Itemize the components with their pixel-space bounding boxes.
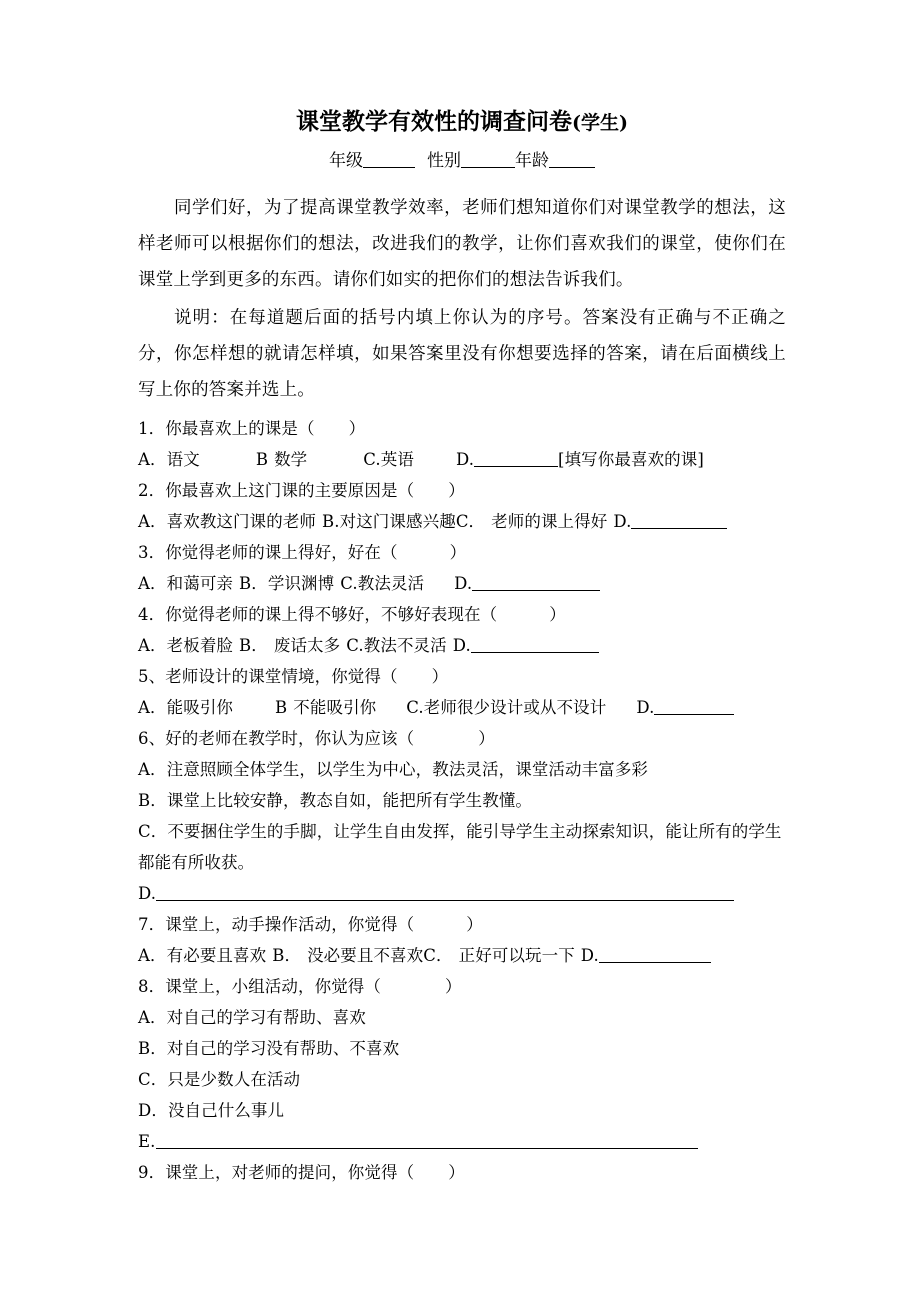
q8-option-b-text: 对自己的学习没有帮助、不喜欢 [166, 1039, 400, 1058]
q6-option-d-blank[interactable] [156, 886, 734, 901]
question-7 [138, 909, 786, 971]
question-8-close-paren: ） [445, 977, 462, 996]
header-fields-row [138, 146, 786, 176]
q4-option-b-label: B． [239, 636, 268, 655]
q3-option-c-text: 教法灵活 [357, 574, 425, 593]
q3-option-b-text: 学识渊博 [267, 574, 335, 593]
q6-option-b [138, 785, 786, 816]
question-9-text: 课堂上，对老师的提问，你觉得（ [165, 1163, 415, 1182]
q3-option-d-blank[interactable] [472, 576, 600, 591]
q8-option-a-label: A． [138, 1008, 167, 1027]
q1-option-c-label: C. [363, 450, 381, 469]
title-main-text: 课堂教学有效性的调查问卷 [296, 108, 572, 135]
q7-option-a-label: A． [138, 946, 167, 965]
question-6-text: 好的老师在教学时，你认为应该（ [165, 729, 415, 748]
q4-option-a-text: 老板着脸 [166, 636, 234, 655]
question-5-options [138, 692, 786, 723]
q8-option-d-text: 没自己什么事儿 [167, 1101, 285, 1120]
question-3-close-paren: ） [449, 543, 467, 562]
q8-option-d [138, 1095, 786, 1126]
question-7-options [138, 940, 786, 971]
q7-option-d-label: D. [580, 946, 599, 965]
question-5-stem [138, 661, 786, 692]
q1-option-b-label: B [255, 450, 269, 469]
question-1-stem [138, 413, 786, 444]
q5-option-b-text: 不能吸引你 [293, 698, 377, 717]
q4-option-d-blank[interactable] [471, 638, 599, 653]
question-1-close-paren: ） [348, 419, 366, 438]
q1-option-d-blank[interactable] [474, 452, 558, 467]
q7-option-d-blank[interactable] [599, 948, 711, 963]
question-4-close-paren: ） [549, 605, 566, 624]
q8-option-c-label: C． [138, 1070, 168, 1089]
question-4 [138, 599, 786, 661]
q5-option-a-label: A． [138, 698, 167, 717]
q1-option-d-label: D. [455, 450, 475, 469]
question-5 [138, 661, 786, 723]
question-6 [138, 723, 786, 909]
gender-label: 性别 [427, 151, 461, 171]
question-3-number: 3． [138, 543, 166, 562]
title-suffix-text: (学生) [572, 112, 628, 134]
q2-option-d-label: D. [613, 512, 632, 531]
q7-option-b-text: 没必要且不喜欢 [307, 946, 424, 965]
q8-option-c-text: 只是少数人在活动 [167, 1070, 301, 1089]
question-2-close-paren: ） [448, 481, 465, 500]
q8-option-b-label: B． [138, 1039, 167, 1058]
page-title [138, 105, 786, 140]
question-4-number: 4． [138, 605, 166, 624]
question-2-number: 2． [138, 481, 166, 500]
q2-option-a-text: 喜欢教这门课的老师 [166, 512, 317, 531]
q2-option-b-text: 对这门课感兴趣 [339, 512, 456, 531]
age-label: 年龄 [515, 151, 549, 171]
q6-option-b-label: B． [138, 791, 167, 810]
question-5-number: 5、 [138, 667, 166, 686]
intro-paragraph-1: 同学们好，为了提高课堂教学效率，老师们想知道你们对课堂教学的想法，这样老师可以根据你们的想法，改进我们的教学，让你们喜欢我们的课堂，使你们在课堂上学到更多的东西。请你们如实的把你们的想法告诉我们。 [138, 198, 786, 290]
age-input-blank[interactable] [549, 152, 595, 168]
question-3 [138, 537, 786, 599]
q6-option-d [138, 878, 786, 909]
question-6-number: 6、 [138, 729, 166, 748]
q6-option-d-label: D. [138, 884, 157, 903]
q7-option-c-label: C． [423, 946, 453, 965]
question-2-stem [138, 475, 786, 506]
q5-option-c-label: C. [406, 698, 424, 717]
document-content [138, 105, 786, 1188]
q1-option-b-text: 数学 [274, 450, 308, 469]
q7-option-c-text: 正好可以玩一下 [458, 946, 575, 965]
q4-option-c-label: C. [346, 636, 364, 655]
grade-label: 年级 [329, 151, 363, 171]
question-4-stem [138, 599, 786, 630]
question-9 [138, 1157, 786, 1188]
q5-option-a-text: 能吸引你 [166, 698, 234, 717]
q1-option-c-text: 英语 [380, 450, 414, 469]
q8-option-d-label: D． [138, 1101, 168, 1120]
q1-option-a-label: A． [138, 450, 167, 469]
gender-input-blank[interactable] [461, 152, 515, 168]
q5-option-c-text: 老师很少设计或从不设计 [423, 698, 607, 717]
grade-input-blank[interactable] [363, 152, 415, 168]
q6-option-c-label: C． [138, 822, 168, 841]
q8-option-a [138, 1002, 786, 1033]
q2-option-c-label: C． [455, 512, 486, 531]
q3-option-c-label: C. [340, 574, 358, 593]
q6-option-a-label: A． [138, 760, 167, 779]
question-4-text: 你觉得老师的课上得不够好，不够好表现在（ [165, 605, 498, 624]
q4-option-a-label: A． [138, 636, 167, 655]
question-3-stem [138, 537, 786, 568]
question-6-close-paren: ） [478, 729, 495, 748]
question-8-text: 课堂上，小组活动，你觉得（ [165, 977, 382, 996]
question-1-number: 1． [138, 419, 166, 438]
q2-option-b-label: B. [322, 512, 340, 531]
q6-option-b-text: 课堂上比较安静，教态自如，能把所有学生教懂。 [166, 791, 533, 810]
question-7-close-paren: ） [466, 915, 483, 934]
question-1 [138, 413, 786, 475]
question-7-number: 7． [138, 915, 166, 934]
q6-option-c-text: 不要捆住学生的手脚，让学生自由发挥，能引导学生主动探索知识，能让所有的学生都能有所收获。 [138, 822, 782, 872]
question-2-text: 你最喜欢上这门课的主要原因是（ [165, 481, 415, 500]
question-9-number: 9． [138, 1163, 166, 1182]
question-8-number: 8． [138, 977, 166, 996]
q8-option-c [138, 1064, 786, 1095]
question-7-stem [138, 909, 786, 940]
question-1-options [138, 444, 786, 475]
q2-option-a-label: A． [138, 512, 167, 531]
q3-option-a-label: A． [138, 574, 167, 593]
q5-option-d-label: D. [636, 698, 655, 717]
q6-option-c [138, 816, 786, 878]
q5-option-b-label: B [275, 698, 288, 717]
q4-option-c-text: 教法不灵活 [363, 636, 447, 655]
q3-option-b-label: B． [239, 574, 268, 593]
question-7-text: 课堂上，动手操作活动，你觉得（ [165, 915, 415, 934]
question-4-options [138, 630, 786, 661]
question-5-close-paren: ） [431, 667, 449, 686]
q1-option-a-text: 语文 [166, 450, 200, 469]
q6-option-a [138, 754, 786, 785]
q8-option-e [138, 1126, 786, 1157]
question-9-stem [138, 1157, 786, 1188]
question-3-text: 你觉得老师的课上得好，好在（ [165, 543, 398, 562]
question-2-options [138, 506, 786, 537]
question-1-text: 你最喜欢上的课是（ [165, 419, 315, 438]
question-3-options [138, 568, 786, 599]
question-5-text: 老师设计的课堂情境，你觉得（ [165, 667, 398, 686]
q8-option-a-text: 对自己的学习有帮助、喜欢 [166, 1008, 366, 1027]
q7-option-a-text: 有必要且喜欢 [166, 946, 267, 965]
question-8-stem [138, 971, 786, 1002]
q1-option-d-note: [填写你最喜欢的课] [558, 450, 704, 469]
question-2 [138, 475, 786, 537]
intro-paragraph-2: 说明：在每道题后面的括号内填上你认为的序号。答案没有正确与不正确之分，你怎样想的就请怎样填，如果答案里没有你想要选择的答案，请在后面横线上写上你的答案并选上。 [138, 308, 786, 400]
q8-option-b [138, 1033, 786, 1064]
question-9-close-paren: ） [448, 1163, 465, 1182]
q4-option-b-text: 废话太多 [273, 636, 341, 655]
q8-option-e-blank[interactable] [156, 1134, 698, 1149]
q2-option-c-text: 老师的课上得好 [491, 512, 608, 531]
q5-option-d-blank[interactable] [654, 700, 734, 715]
q3-option-a-text: 和蔼可亲 [166, 574, 234, 593]
question-8 [138, 971, 786, 1157]
q2-option-d-blank[interactable] [631, 514, 727, 529]
q4-option-d-label: D. [452, 636, 471, 655]
q6-option-a-text: 注意照顾全体学生，以学生为中心，教法灵活，课堂活动丰富多彩 [166, 760, 649, 779]
q7-option-b-label: B． [272, 946, 302, 965]
q3-option-d-label: D. [454, 574, 473, 593]
question-6-stem [138, 723, 786, 754]
q8-option-e-label: E. [138, 1132, 156, 1151]
